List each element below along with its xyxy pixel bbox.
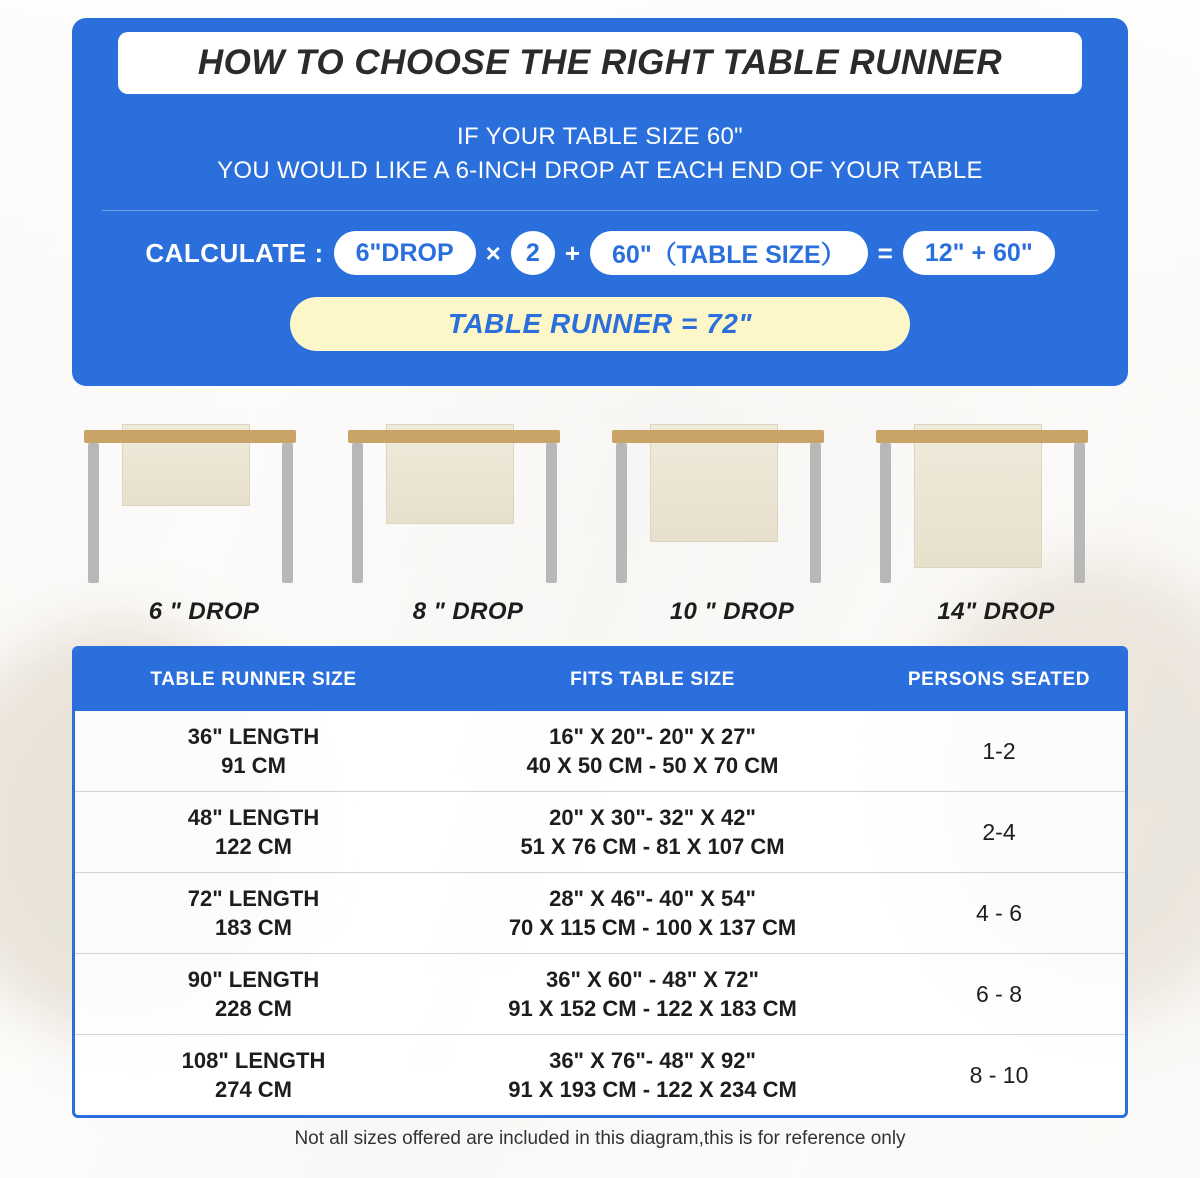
cell-runner-size — [75, 876, 432, 950]
cell-persons-seated: 4 - 6 — [975, 899, 1023, 926]
table-leg-left-icon — [616, 443, 627, 583]
table-leg-left-icon — [88, 443, 99, 583]
drop-label: 10 " DROP — [669, 598, 795, 625]
fits-cm: 40 X 50 CM - 50 X 70 CM — [526, 753, 779, 778]
drop-illustrations — [72, 412, 1128, 632]
multiplier-pill: 2 — [511, 231, 555, 275]
cell-persons-seated: 1-2 — [982, 737, 1016, 764]
drop-illustration-14 — [864, 412, 1128, 632]
runner-size-cm: 274 CM — [214, 1077, 293, 1102]
drop-label: 14" DROP — [937, 598, 1055, 625]
cell-runner-size — [75, 1038, 432, 1112]
drop-value-pill: 6"DROP — [334, 231, 476, 275]
sum-pill: 12" + 60" — [903, 231, 1055, 275]
table-top-icon — [84, 430, 296, 443]
cell-runner-size — [75, 714, 432, 788]
calculation-row — [94, 231, 1106, 275]
table-row — [75, 711, 1125, 792]
table-row — [75, 792, 1125, 873]
table-top-icon — [876, 430, 1088, 443]
cell-persons-seated: 6 - 8 — [975, 980, 1023, 1007]
fits-cm: 91 X 193 CM - 122 X 234 CM — [508, 1077, 797, 1102]
fits-inches: 28" X 46"- 40" X 54" — [549, 886, 756, 911]
runner-size-inches: 72" LENGTH — [187, 886, 320, 911]
runner-size-inches: 90" LENGTH — [187, 967, 320, 992]
cell-fits-table-size — [432, 795, 873, 869]
cell-runner-size — [75, 795, 432, 869]
subtitle-block — [94, 120, 1106, 188]
cell-persons-seated: 2-4 — [982, 818, 1016, 845]
table-header-row — [75, 649, 1125, 711]
page-title: HOW TO CHOOSE THE RIGHT TABLE RUNNER — [197, 43, 1003, 82]
panel-divider — [102, 210, 1098, 211]
multiply-operator: × — [485, 237, 501, 268]
cell-persons-seated: 8 - 10 — [969, 1061, 1029, 1088]
fits-cm: 91 X 152 CM - 122 X 183 CM — [508, 996, 797, 1021]
calculation-panel — [72, 18, 1128, 386]
fits-inches: 16" X 20"- 20" X 27" — [549, 724, 756, 749]
cell-fits-table-size — [432, 876, 873, 950]
table-leg-right-icon — [282, 443, 293, 583]
fits-cm: 70 X 115 CM - 100 X 137 CM — [508, 915, 797, 940]
table-leg-left-icon — [880, 443, 891, 583]
calculate-label: CALCULATE : — [145, 237, 324, 268]
table-header-persons-seated: PERSONS SEATED — [907, 669, 1091, 690]
result-text: TABLE RUNNER = 72" — [447, 308, 753, 339]
cell-fits-table-size — [432, 714, 873, 788]
fits-inches: 20" X 30"- 32" X 42" — [549, 805, 756, 830]
equals-operator: = — [877, 237, 893, 268]
drop-label: 6 " DROP — [148, 598, 260, 625]
table-top-icon — [612, 430, 824, 443]
runner-size-cm: 91 CM — [221, 753, 286, 778]
table-size-pill: 60"（TABLE SIZE） — [590, 231, 868, 275]
table-leg-right-icon — [810, 443, 821, 583]
fits-inches: 36" X 76"- 48" X 92" — [549, 1048, 756, 1073]
table-header-fits-table-size: FITS TABLE SIZE — [570, 669, 735, 690]
table-top-icon — [348, 430, 560, 443]
runner-cloth-icon — [914, 424, 1042, 568]
footnote-text: Not all sizes offered are included in this diagram,this is for reference only — [294, 1128, 906, 1149]
cell-fits-table-size — [432, 1038, 873, 1112]
runner-size-inches: 48" LENGTH — [187, 805, 320, 830]
drop-label: 8 " DROP — [412, 598, 524, 625]
runner-size-cm: 228 CM — [214, 996, 293, 1021]
subtitle-line-2: YOU WOULD LIKE A 6-INCH DROP AT EACH END OF YOUR TABLE — [217, 157, 983, 184]
cell-fits-table-size — [432, 957, 873, 1031]
runner-size-inches: 36" LENGTH — [187, 724, 320, 749]
drop-illustration-6 — [72, 412, 336, 632]
drop-illustration-10 — [600, 412, 864, 632]
title-banner — [118, 32, 1082, 94]
table-row — [75, 954, 1125, 1035]
runner-size-inches: 108" LENGTH — [181, 1048, 326, 1073]
size-reference-table — [72, 646, 1128, 1118]
table-leg-right-icon — [1074, 443, 1085, 583]
fits-inches: 36" X 60" - 48" X 72" — [546, 967, 759, 992]
runner-size-cm: 183 CM — [214, 915, 293, 940]
fits-cm: 51 X 76 CM - 81 X 107 CM — [520, 834, 785, 859]
cell-runner-size — [75, 957, 432, 1031]
table-header-runner-size: TABLE RUNNER SIZE — [150, 669, 357, 690]
runner-size-cm: 122 CM — [214, 834, 293, 859]
table-row — [75, 1035, 1125, 1115]
table-leg-left-icon — [352, 443, 363, 583]
subtitle-line-1: IF YOUR TABLE SIZE 60" — [457, 123, 743, 150]
table-row — [75, 873, 1125, 954]
plus-operator: + — [564, 237, 581, 268]
table-leg-right-icon — [546, 443, 557, 583]
drop-illustration-8 — [336, 412, 600, 632]
result-banner — [290, 297, 910, 351]
